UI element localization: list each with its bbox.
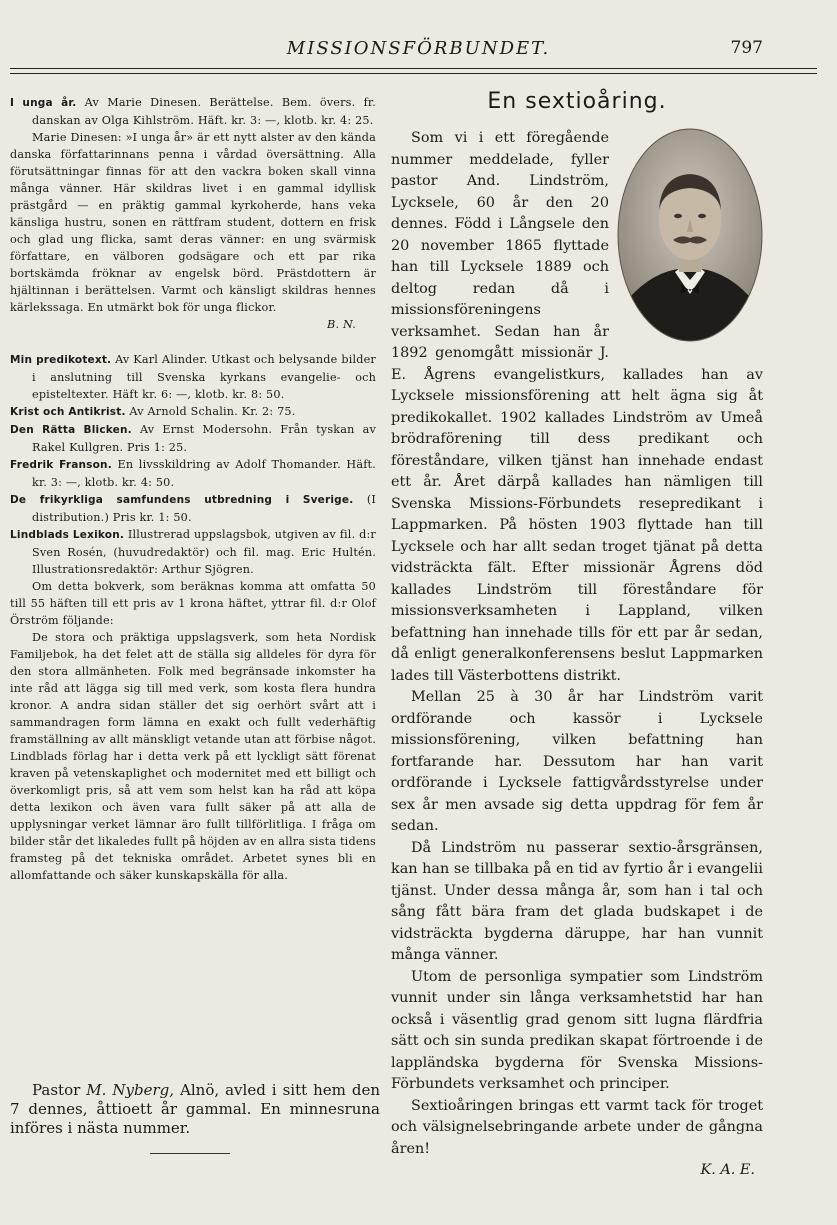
article-paragraph: Då Lindström nu passerar sextio-årsgränsen, kan han se tillbaka på en tid av fyrtio år i evangelii tjänst. Under dessa många år, som han i tal och sång fått bära fram det glada budskapet i de vidsträckta bygderna däruppe, har han vunnit många vänner. [391,839,763,963]
page-header [0,38,837,62]
book-title: De frikyrkliga samfundens utbredning i Sverige. [10,494,354,506]
review-signature: B. N. [327,318,356,331]
death-notice [10,1081,380,1138]
spacer [10,333,376,351]
book-title: I unga år. [10,97,77,109]
notice-name: M. Nyberg, [86,1081,175,1099]
article-signature: K. A. E. [700,1162,755,1178]
book-entry [10,421,376,456]
article-paragraph: Som vi i ett föregående nummer meddelade, fyller pastor And. Lindström, Lycksele, 60 år den 20 dennes. Född i Långsele den 20 november 1865 flyttade han till Lycksele 1889 och deltog redan då i missionsföreningens verksamhet. Sedan han år 1892 genomgått missionär J. E. Ågrens evangelistkurs, kallades han av Lycksele missionsförening att helt ägna sig åt predikokallet. 1902 kallades Lindström av Umeå brödraförening till dess predikant och föreståndare, vilken tjänst han innehade endast ett år. Året därpå kallades han nämligen till Svenska Missions-Förbundets resepredikant i Lappmarken. På hösten 1903 flyttade han till Lycksele och har allt sedan troget tjänat på detta vidsträckta fält. Efter missionär Ågrens död kallades Lindström till föreståndare för missionsverksamheten i Lappland, vilken befattning han innehade tills för ett par år sedan, då enligt generalkonferensens beslut Lappmarken lades till Västerbottens distrikt. [391,130,763,684]
section-divider [150,1153,230,1154]
review-body: Marie Dinesen: »I unga år» är ett nytt alster av den kända danska författarinnans penna i vårdad översättning. Alla förutsättningar finnas för att den vackra boken skall vinna många vänner. Här skildras livet i en gammal idyllisk prästgård — en präktig gammal kyrkoherde, hans veka känsliga hustru, sonen en rättfram student, dottern en frisk och glad ung flicka, samt deras vänner: en ung svärmisk författare, en välboren godsägare och ett par rika bortskämda fröknar av engelsk börd. Prästdottern är hjältinnan i berättelsen. Varmt och känsligt skildras hennes kärlekssaga. En utmärkt bok för unga flickor. [10,131,376,314]
lexikon-intro: Om detta bokverk, som beräknas komma att omfatta 50 till 55 häften till ett pris av 1 krona häftet, yttrar fil. d:r Olof Örström följande: [10,580,376,627]
book-details: Av Karl Alinder. Utkast och belysande bilder i anslutning till Svenska kyrkans evangelie- och episteltexter. Häft kr. 6: —, klotb. kr. 8: 50. [32,353,376,401]
magazine-title: MISSIONSFÖRBUNDET. [286,38,551,59]
article-paragraph: Utom de personliga sympatier som Lindström vunnit under sin långa verksamhetstid har han också i väsentlig grad genom sitt lugna flärdfria sätt och sin sunda predikan skapat förtroende i de lappländska bygderna för Svenska Missions-Förbundets verksamhet och principer. [391,968,763,1092]
book-entry [10,456,376,491]
lexikon-quote: De stora och präktiga uppslagsverk, som heta Nordisk Familjebok, ha det felet att de ställa sig alldeles för dyra för den stora allmänheten. Folk med begränsade inkomster ha inte råd att lägga sig till med verk, som kosta flera hundra kronor. A andra sidan ställer det sig oerhört svårt att i sammandragen form lämna en exakt och fullt vederhäftig framställning av allt mänskligt vetande utan att förbise något. Lindblads förlag har i detta verk på ett lyckligt sätt förenat kraven på vetenskaplighet och modernitet med ett billigt och överkomligt pris, så att vem som helst kan ha råd att köpa detta lexikon och även vara fullt säker på att alla de upplysningar verket lämnar äro fullt tillförlitliga. I fråga om bilder står det likaledes fullt på höjden av en allra sista tidens framsteg på det tekniska området. Arbetet synes bli en allomfattande och säker kunskapskälla för alla. [10,631,376,882]
book-details: (I distribution.) Pris kr. 1: 50. [32,493,376,524]
article-paragraph: Sextioåringen bringas ett varmt tack för troget och välsignelsebringande arbete under de gångna åren! [391,1097,763,1157]
article-heading: En sextioåring. [487,89,667,114]
book-title: Den Rätta Blicken. [10,424,132,436]
notice-text: Alnö, avled i sitt hem den 7 dennes, åttioett år gammal. En minnesruna införes i nästa nummer. [10,1081,380,1137]
book-details: Illustrerad uppslagsbok, utgiven av fil. d:r Sven Rosén, (huvudredaktör) och fil. mag. Eric Hultén. Illustrationsredaktör: Arthur Sjögren. [32,528,376,576]
book-entry [10,403,376,421]
book-title: Fredrik Franson. [10,459,112,471]
article-paragraph: Mellan 25 à 30 år har Lindström varit ordförande och kassör i Lycksele missionsförening, vilken befattning han fortfarande har. Dessutom har han varit ordförande i Lycksele fattigvårdsstyrelse under sex år men avsade sig detta uppdrag för fem år sedan. [391,689,763,834]
page-number: 797 [730,38,763,58]
book-entry [10,491,376,526]
book-details: Av Arnold Schalin. Kr. 2: 75. [129,405,296,418]
book-title: Min predikotext. [10,354,112,366]
portrait-image [617,128,763,342]
book-details: Av Ernst Modersohn. Från tyskan av Rakel Kullgren. Pris 1: 25. [32,423,376,454]
book-entry [10,526,376,578]
notice-prefix: Pastor [32,1081,81,1099]
review-heading [10,94,376,129]
left-column [10,94,376,884]
book-entry [10,351,376,403]
header-rule [10,68,817,69]
book-details: En livsskildring av Adolf Thomander. Häft. kr. 3: —, klotb. kr. 4: 50. [32,458,376,489]
header-rule-thin [10,73,817,74]
book-title: Krist och Antikrist. [10,406,126,418]
portrait-photo [617,128,763,342]
book-details: Av Marie Dinesen. Berättelse. Bem. övers. fr. danskan av Olga Kihlström. Häft. kr. 3: —, klotb. kr. 4: 25. [32,96,376,127]
right-column [391,88,763,1182]
article-signature-line [391,1160,763,1182]
book-title: Lindblads Lexikon. [10,529,125,541]
